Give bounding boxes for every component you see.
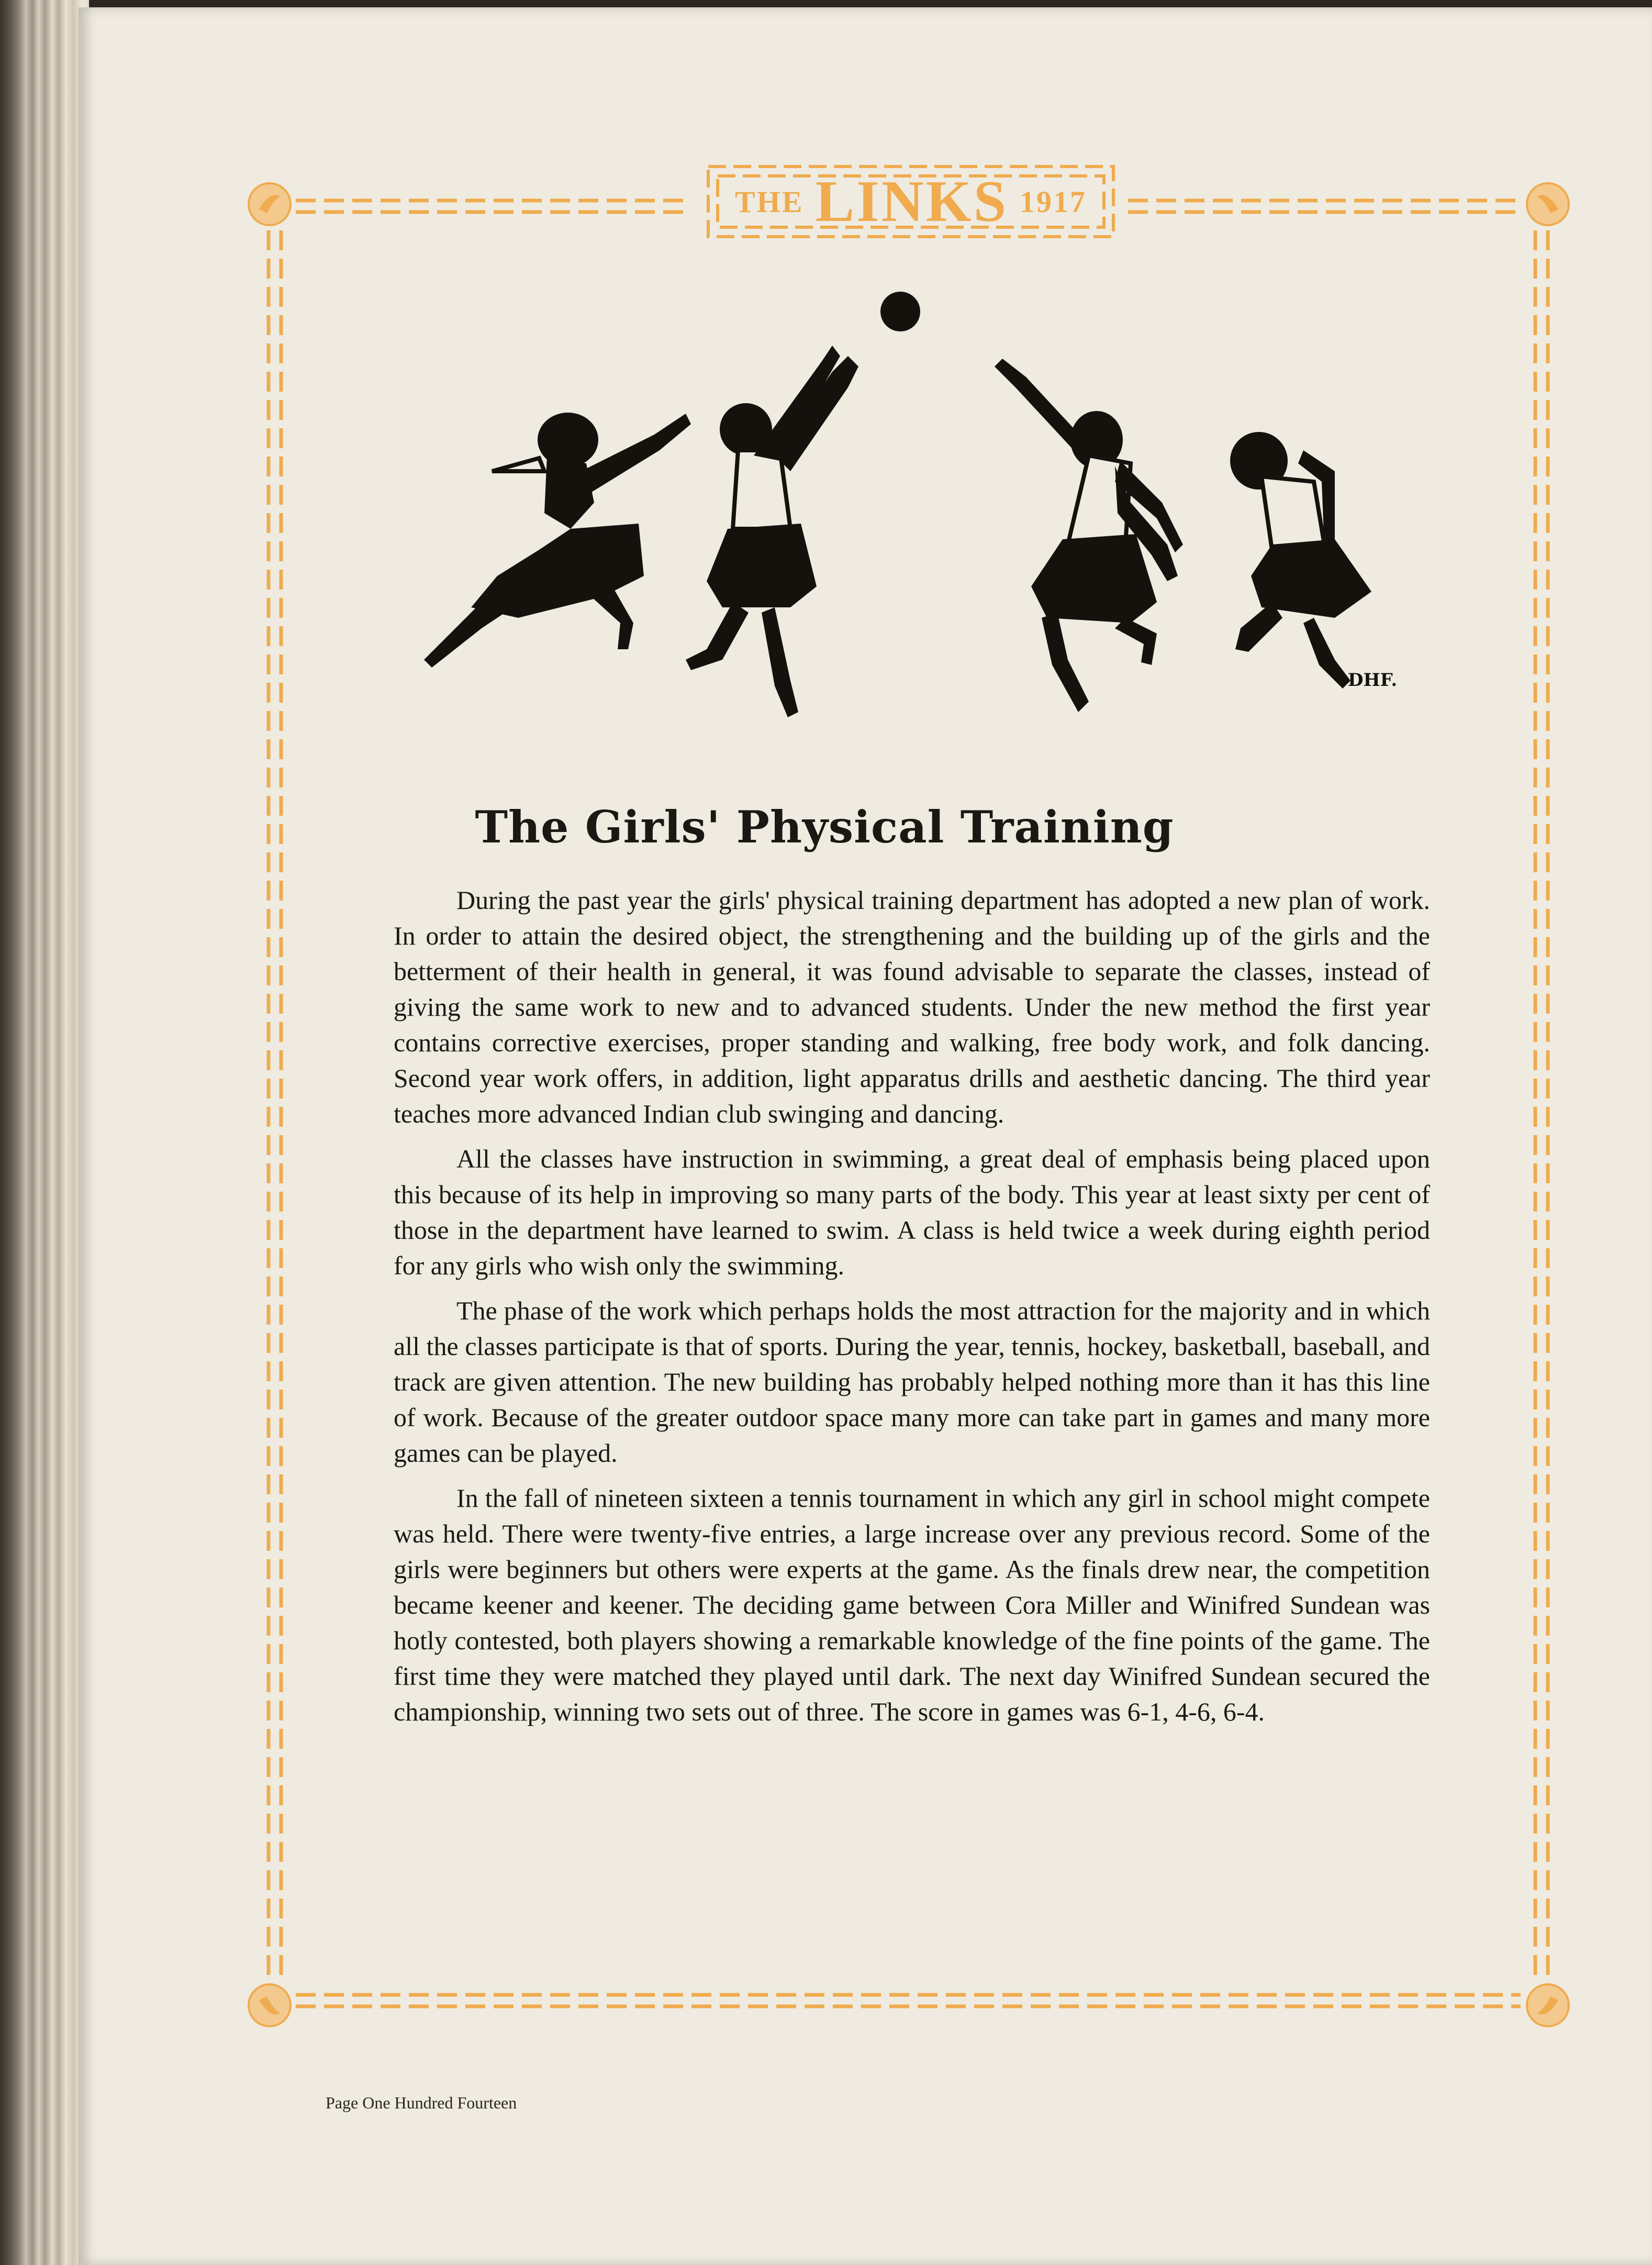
header-title: LINKS (815, 169, 1009, 234)
header-year: 1917 (1020, 184, 1087, 219)
illustration-signature: DHF. (1348, 670, 1398, 691)
page-number-footer: Page One Hundred Fourteen (326, 2093, 517, 2112)
paragraph: In the fall of nineteen sixteen a tennis tournament in which any girl in school might compete was held. There were twenty-five entries, a large increase over any previous record. Some of the girls were beginners but others were experts at the game. As the finals drew near, the competition became keener and keener. The deciding game between Cora Miller and Winifred Sundean was hotly contested, both players showing a remarkable knowledge of the fine points of the game. The first time they were matched they played until dark. The next day Winifred Sundean secured the championship, winning two sets out of three. The score in games was 6-1, 4-6, 6-4. (394, 1483, 1430, 1726)
paragraph: During the past year the girls' physical training department has adopted a new plan of work. In order to attain the desired object, the strengthening and the building up of the girls and the betterment of their health in general, it was found advisable to separate the classes, instead of giving the same work to new and to advanced students. Under the new method the first year contains corrective exercises, proper standing and walking, free body work, and folk dancing. Second year work offers, in addition, light apparatus drills and aesthetic dancing. The third year teaches more advanced Indian club swinging and dancing. (394, 885, 1430, 1128)
paragraph: All the classes have instruction in swimming, a great deal of emphasis being placed upon this because of its help in improving so many parts of the body. This year at least sixty per cent of those in the department have learned to swim. A class is held twice a week during eighth period for any girls who wish only the swimming. (394, 1144, 1430, 1280)
corner-ornament-icon (1524, 181, 1571, 228)
running-header (704, 162, 1118, 241)
corner-ornament-icon (246, 1982, 293, 2029)
player-silhouette-3 (995, 359, 1183, 712)
player-silhouette-2 (686, 346, 858, 717)
article-body (394, 882, 1430, 1739)
basketball-players-illustration (414, 283, 1408, 728)
corner-ornament-icon (1524, 1982, 1571, 2029)
header-the: THE (734, 184, 804, 219)
article-title: The Girls' Physical Training (475, 801, 1174, 853)
ball-icon (880, 292, 920, 331)
player-silhouette-1 (424, 413, 691, 668)
book-spine-edge (0, 0, 89, 2265)
paragraph: The phase of the work which perhaps holds the most attraction for the majority and in which all the classes participate is that of sports. During the year, tennis, hockey, basketball, baseball, and track are given attention. The new building has probably helped nothing more than it has this line of work. Because of the greater outdoor space many more can take part in games and many more games can be played. (394, 1296, 1430, 1468)
player-silhouette-4 (1230, 432, 1371, 689)
corner-ornament-icon (246, 181, 293, 228)
